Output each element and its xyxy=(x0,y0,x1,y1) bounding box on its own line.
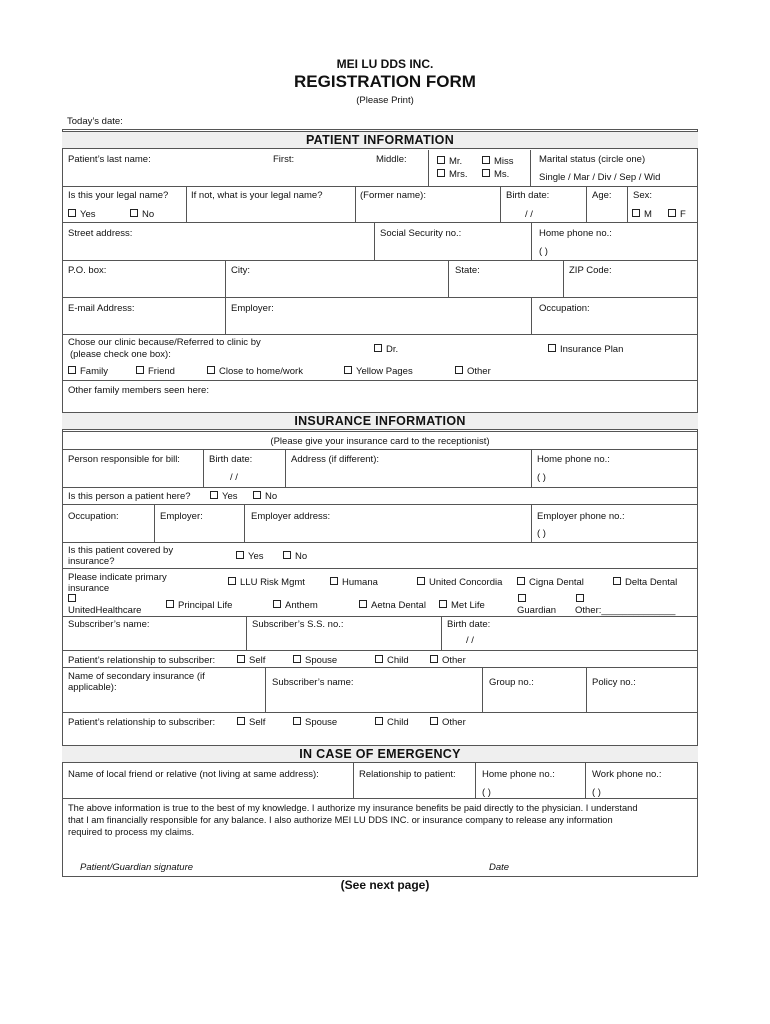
rel2-spouse[interactable]: Spouse xyxy=(293,717,337,728)
authorization-text-2: that I am financially responsible for any balance. I also authorize MEI LU DDS INC. or insurance company to release any information xyxy=(68,815,613,825)
resp-occupation-label: Occupation: xyxy=(68,511,119,522)
checkbox-icon xyxy=(330,577,338,585)
checkbox-icon xyxy=(455,366,463,374)
rel-self[interactable]: Self xyxy=(237,655,265,666)
ins-guardian-box[interactable] xyxy=(518,594,530,605)
mr-checkbox[interactable]: Mr. xyxy=(437,156,462,167)
covered-no[interactable]: No xyxy=(283,551,307,562)
sex-male[interactable]: M xyxy=(632,209,652,220)
checkbox-icon xyxy=(130,209,138,217)
referral-dr[interactable]: Dr. xyxy=(374,344,398,355)
checkbox-icon xyxy=(632,209,640,217)
email-label: E-mail Address: xyxy=(68,303,135,314)
todays-date-label: Today’s date: xyxy=(67,116,123,127)
checkbox-icon xyxy=(68,594,76,602)
last-name-label: Patient’s last name: xyxy=(68,154,151,165)
authorization-text-1: The above information is true to the best of my knowledge. I authorize my insurance benefits be paid directly to the physician. I understand xyxy=(68,803,638,813)
is-patient-no[interactable]: No xyxy=(253,491,277,502)
checkbox-icon xyxy=(207,366,215,374)
authorization-text-3: required to process my claims. xyxy=(68,827,195,837)
patient-info-header: PATIENT INFORMATION xyxy=(62,131,698,149)
checkbox-icon xyxy=(375,717,383,725)
ins-guardian-label: Guardian xyxy=(517,605,557,616)
state-label: State: xyxy=(455,265,480,276)
emergency-work-phone-field[interactable]: ( ) xyxy=(592,787,601,798)
chose-clinic-note: (please check one box): xyxy=(70,349,171,360)
rel-other[interactable]: Other xyxy=(430,655,466,666)
city-label: City: xyxy=(231,265,250,276)
marital-status-options[interactable]: Single / Mar / Div / Sep / Wid xyxy=(539,172,661,183)
form-title: REGISTRATION FORM xyxy=(294,72,476,91)
checkbox-icon xyxy=(237,655,245,663)
ins-united-healthcare-label: UnitedHealthcare xyxy=(68,605,142,616)
emergency-relationship-label: Relationship to patient: xyxy=(359,769,456,780)
checkbox-icon xyxy=(283,551,291,559)
primary-insurance-label: Please indicate primary xyxy=(68,572,167,583)
resp-address-label: Address (if different): xyxy=(291,454,380,465)
form-frame xyxy=(62,129,698,877)
occupation-label: Occupation: xyxy=(539,303,590,314)
ins-llu[interactable]: LLU Risk Mgmt xyxy=(228,577,305,588)
mrs-box-icon xyxy=(437,169,445,177)
employer-label: Employer: xyxy=(231,303,274,314)
group-no-label: Group no.: xyxy=(489,677,534,688)
ssn-label: Social Security no.: xyxy=(380,228,462,239)
resp-birth-date-field[interactable]: / / xyxy=(230,472,238,483)
ins-humana[interactable]: Humana xyxy=(330,577,378,588)
referral-yellow-pages[interactable]: Yellow Pages xyxy=(344,366,413,377)
checkbox-icon xyxy=(668,209,676,217)
secondary-insurance-label-2: applicable): xyxy=(68,682,117,693)
ins-delta[interactable]: Delta Dental xyxy=(613,577,677,588)
zip-label: ZIP Code: xyxy=(569,265,612,276)
miss-box-icon xyxy=(482,156,490,164)
mrs-checkbox[interactable]: Mrs. xyxy=(437,169,467,180)
former-name-label: (Former name): xyxy=(360,190,426,201)
checkbox-icon xyxy=(68,366,76,374)
resp-home-phone-label: Home phone no.: xyxy=(537,454,610,465)
middle-name-label: Middle: xyxy=(376,154,407,165)
insurance-note: (Please give your insurance card to the receptionist) xyxy=(270,436,490,447)
rel-spouse[interactable]: Spouse xyxy=(293,655,337,666)
primary-insurance-label-2: insurance xyxy=(68,583,110,594)
local-friend-label: Name of local friend or relative (not living at same address): xyxy=(68,769,319,780)
referral-other[interactable]: Other xyxy=(455,366,491,377)
policy-no-label: Policy no.: xyxy=(592,677,636,688)
home-phone-label: Home phone no.: xyxy=(539,228,612,239)
ins-aetna[interactable]: Aetna Dental xyxy=(359,600,426,611)
emergency-header: IN CASE OF EMERGENCY xyxy=(62,745,698,763)
subscriber-birth-label: Birth date: xyxy=(447,619,491,630)
emergency-home-phone-label: Home phone no.: xyxy=(482,769,555,780)
ins-other-box[interactable] xyxy=(576,594,588,605)
po-box-label: P.O. box: xyxy=(68,265,107,276)
checkbox-icon xyxy=(293,655,301,663)
checkbox-icon xyxy=(518,594,526,602)
relationship-label-2: Patient’s relationship to subscriber: xyxy=(68,717,216,728)
checkbox-icon xyxy=(228,577,236,585)
ins-cigna[interactable]: Cigna Dental xyxy=(517,577,584,588)
resp-employer-label: Employer: xyxy=(160,511,203,522)
covered-yes[interactable]: Yes xyxy=(236,551,264,562)
referral-family[interactable]: Family xyxy=(68,366,108,377)
signature-date-label: Date xyxy=(489,862,510,873)
ins-anthem[interactable]: Anthem xyxy=(273,600,318,611)
marital-status-label: Marital status (circle one) xyxy=(539,154,646,165)
insurance-info-header: INSURANCE INFORMATION xyxy=(62,412,698,430)
birth-date-label: Birth date: xyxy=(506,190,550,201)
other-legal-name-label: If not, what is your legal name? xyxy=(191,190,323,201)
home-phone-field[interactable]: ( ) xyxy=(539,246,548,257)
resp-home-phone-field[interactable]: ( ) xyxy=(537,472,546,483)
checkbox-icon xyxy=(517,577,525,585)
form-subtitle: (Please Print) xyxy=(356,95,414,106)
checkbox-icon xyxy=(430,655,438,663)
ins-metlife[interactable]: Met Life xyxy=(439,600,485,611)
referral-insurance-plan[interactable]: Insurance Plan xyxy=(548,344,623,355)
checkbox-icon xyxy=(374,344,382,352)
miss-checkbox[interactable]: Miss xyxy=(482,156,514,167)
ins-principal[interactable]: Principal Life xyxy=(166,600,232,611)
first-name-label: First: xyxy=(273,154,295,165)
checkbox-icon xyxy=(430,717,438,725)
checkbox-icon xyxy=(548,344,556,352)
checkbox-icon xyxy=(293,717,301,725)
legal-name-question: Is this your legal name? xyxy=(68,190,169,201)
checkbox-icon xyxy=(210,491,218,499)
checkbox-icon xyxy=(68,209,76,217)
ins-united-concordia[interactable]: United Concordia xyxy=(417,577,502,588)
checkbox-icon xyxy=(613,577,621,585)
ms-box-icon xyxy=(482,169,490,177)
covered-question-2: insurance? xyxy=(68,556,115,567)
employer-phone-label: Employer phone no.: xyxy=(537,511,625,522)
checkbox-icon xyxy=(237,717,245,725)
mr-box-icon xyxy=(437,156,445,164)
legal-name-yes[interactable]: Yes xyxy=(68,209,96,220)
secondary-insurance-label: Name of secondary insurance (if xyxy=(68,671,205,682)
ms-checkbox[interactable]: Ms. xyxy=(482,169,509,180)
sex-female[interactable]: F xyxy=(668,209,686,220)
family-members-label: Other family members seen here: xyxy=(68,385,209,396)
referral-close-home[interactable]: Close to home/work xyxy=(207,366,303,377)
resp-birth-date-label: Birth date: xyxy=(209,454,253,465)
ins-united-healthcare-box[interactable] xyxy=(68,594,80,605)
checkbox-icon xyxy=(344,366,352,374)
rel2-other[interactable]: Other xyxy=(430,717,466,728)
employer-address-label: Employer address: xyxy=(251,511,331,522)
subscriber-birth-field[interactable]: / / xyxy=(466,635,474,646)
ins-other-label[interactable]: Other:______________ xyxy=(575,605,676,616)
checkbox-icon xyxy=(136,366,144,374)
checkbox-icon xyxy=(273,600,281,608)
company-name: MEI LU DDS INC. xyxy=(336,57,434,71)
chose-clinic-label: Chose our clinic because/Referred to clinic by xyxy=(68,337,261,348)
checkbox-icon xyxy=(359,600,367,608)
subscriber-ssn-label: Subscriber’s S.S. no.: xyxy=(252,619,344,630)
checkbox-icon xyxy=(375,655,383,663)
checkbox-icon xyxy=(576,594,584,602)
checkbox-icon xyxy=(166,600,174,608)
is-patient-yes[interactable]: Yes xyxy=(210,491,238,502)
emergency-home-phone-field[interactable]: ( ) xyxy=(482,787,491,798)
checkbox-icon xyxy=(439,600,447,608)
rel2-self[interactable]: Self xyxy=(237,717,265,728)
is-patient-question: Is this person a patient here? xyxy=(68,491,191,502)
birth-date-field[interactable]: / / xyxy=(525,209,533,220)
signature-label: Patient/Guardian signature xyxy=(80,862,194,873)
employer-phone-field[interactable]: ( ) xyxy=(537,528,546,539)
see-next-page: (See next page) xyxy=(340,878,430,892)
rel-child[interactable]: Child xyxy=(375,655,409,666)
checkbox-icon xyxy=(417,577,425,585)
sex-label: Sex: xyxy=(633,190,653,201)
age-label: Age: xyxy=(592,190,612,201)
legal-name-no[interactable]: No xyxy=(130,209,154,220)
emergency-work-phone-label: Work phone no.: xyxy=(592,769,662,780)
covered-question: Is this patient covered by xyxy=(68,545,174,556)
rel2-child[interactable]: Child xyxy=(375,717,409,728)
referral-friend[interactable]: Friend xyxy=(136,366,175,377)
secondary-subscriber-label: Subscriber’s name: xyxy=(272,677,354,688)
checkbox-icon xyxy=(253,491,261,499)
street-address-label: Street address: xyxy=(68,228,133,239)
subscriber-name-label: Subscriber’s name: xyxy=(68,619,150,630)
relationship-label: Patient’s relationship to subscriber: xyxy=(68,655,216,666)
responsible-label: Person responsible for bill: xyxy=(68,454,180,465)
checkbox-icon xyxy=(236,551,244,559)
